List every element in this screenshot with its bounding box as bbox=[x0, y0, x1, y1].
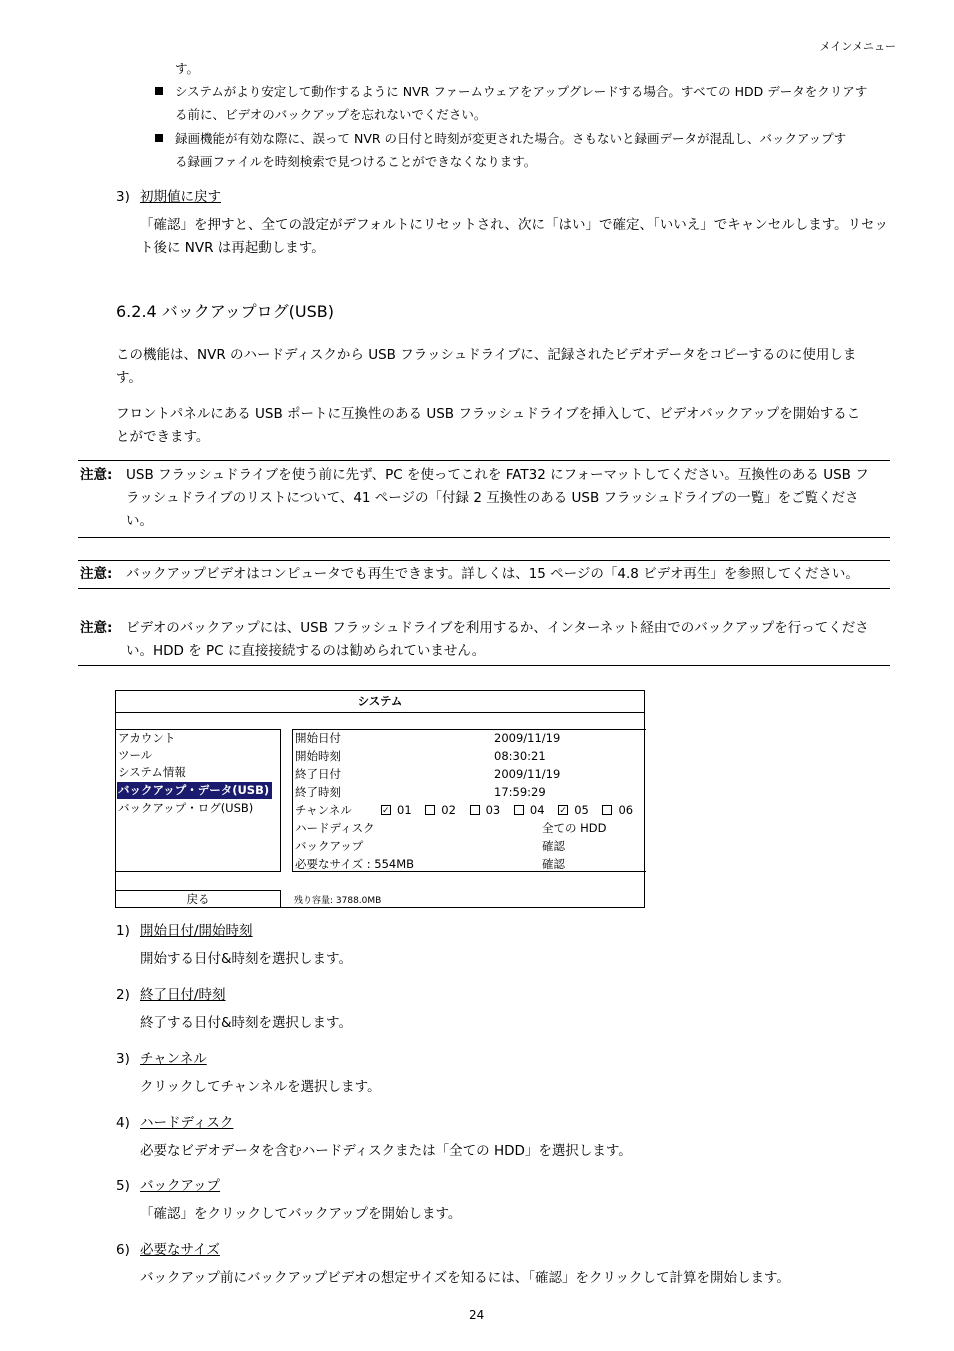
paragraph-line: フロントパネルにある USB ポートに互換性のある USB フラッシュドライブを挿入して、ビデオバックアップを開始するこ bbox=[116, 406, 861, 422]
item-number: 3) bbox=[116, 189, 130, 205]
item-title: 初期値に戻す bbox=[140, 189, 221, 205]
note bbox=[80, 617, 892, 663]
reset-item bbox=[116, 186, 896, 266]
menu-item-system-info[interactable]: システム情報 bbox=[118, 765, 186, 779]
item-number: 4) bbox=[116, 1115, 130, 1131]
running-header: メインメニュー bbox=[819, 40, 896, 53]
start-date-field[interactable]: 2009/11/19 bbox=[494, 731, 561, 745]
item-body: 開始する日付&時刻を選択します。 bbox=[140, 951, 352, 967]
checkbox-checked-icon bbox=[558, 805, 568, 815]
list-item bbox=[116, 1175, 876, 1227]
item-body: クリックしてチャンネルを選択します。 bbox=[140, 1079, 381, 1095]
end-time-label: 終了時刻 bbox=[295, 785, 341, 799]
carry-line: す。 bbox=[175, 61, 200, 76]
list-item bbox=[116, 1048, 876, 1100]
list-item bbox=[116, 984, 876, 1036]
square-bullet-icon bbox=[155, 87, 163, 95]
checkbox-checked-icon bbox=[381, 805, 391, 815]
item-title: 終了日付/時刻 bbox=[140, 987, 226, 1003]
page-number: 24 bbox=[469, 1308, 485, 1322]
menu-item-backup-log-usb[interactable]: バックアップ・ログ(USB) bbox=[118, 801, 254, 815]
channel-checkboxes bbox=[381, 801, 643, 819]
note-line: ラッシュドライブのリストについて、41 ページの「付録 2 互換性のある USB フラッシュドライブの一覧」をご覧くださ bbox=[126, 490, 859, 506]
backup-settings-panel bbox=[292, 729, 646, 872]
item-body: 「確認」をクリックしてバックアップを開始します。 bbox=[140, 1206, 462, 1222]
item-number: 6) bbox=[116, 1242, 130, 1258]
channel-05[interactable] bbox=[558, 801, 589, 819]
item-title: 必要なサイズ bbox=[140, 1242, 220, 1258]
system-dialog bbox=[115, 690, 645, 908]
square-bullet-icon bbox=[155, 134, 163, 142]
bullet-line: る録画ファイルを時刻検索で見つけることができなくなります。 bbox=[175, 154, 537, 169]
item-number: 3) bbox=[116, 1051, 130, 1067]
dialog-divider bbox=[116, 712, 644, 713]
item-body: バックアップ前にバックアップビデオの想定サイズを知るには、「確認」をクリックして計算を開始します。 bbox=[140, 1270, 790, 1286]
note-line: バックアップビデオはコンピュータでも再生できます。詳しくは、15 ページの「4.8 ビデオ再生」を参照してください。 bbox=[126, 566, 859, 582]
channel-01[interactable] bbox=[381, 801, 412, 819]
item-body: 必要なビデオデータを含むハードディスクまたは「全ての HDD」を選択します。 bbox=[140, 1143, 632, 1159]
channel-label-text: 03 bbox=[485, 803, 501, 817]
bullet-line: システムがより安定して動作するように NVR ファームウェアをアップグレードする場合。すべての HDD データをクリアす bbox=[175, 84, 868, 99]
note-label: 注意: bbox=[80, 566, 113, 582]
divider bbox=[78, 537, 890, 538]
list-item bbox=[116, 920, 876, 972]
bullet-line: 録画機能が有効な際に、誤って NVR の日付と時刻が変更された場合。さもないと録画データが混乱し、バックアップす bbox=[175, 131, 847, 146]
start-time-field[interactable]: 08:30:21 bbox=[494, 749, 546, 763]
item-body-line: 「確認」を押すと、全ての設定がデフォルトにリセットされ、次に「はい」で確定、「いいえ」でキャンセルします。リセッ bbox=[140, 217, 889, 233]
note-label: 注意: bbox=[80, 467, 113, 483]
checkbox-empty-icon bbox=[602, 805, 612, 815]
hdd-select[interactable]: 全ての HDD bbox=[542, 821, 607, 835]
note-line: USB フラッシュドライブを使う前に先ず、PC を使ってこれを FAT32 にフォーマットしてください。互換性のある USB フ bbox=[126, 467, 869, 483]
menu-item-backup-data-usb[interactable]: バックアップ・データ(USB) bbox=[117, 782, 272, 799]
item-title: 開始日付/開始時刻 bbox=[140, 923, 253, 939]
channel-04[interactable] bbox=[514, 801, 545, 819]
item-number: 1) bbox=[116, 923, 130, 939]
checkbox-empty-icon bbox=[425, 805, 435, 815]
section-heading: 6.2.4 バックアップログ(USB) bbox=[116, 302, 335, 321]
paragraph-line: とができます。 bbox=[116, 429, 210, 445]
item-title: ハードディスク bbox=[140, 1115, 234, 1131]
end-time-field[interactable]: 17:59:29 bbox=[494, 785, 546, 799]
start-date-label: 開始日付 bbox=[295, 731, 341, 745]
item-title: チャンネル bbox=[140, 1051, 207, 1067]
menu-panel bbox=[116, 729, 281, 872]
divider bbox=[78, 460, 890, 461]
channel-label-text: 01 bbox=[397, 803, 412, 817]
menu-item-account[interactable]: アカウント bbox=[118, 731, 176, 745]
list-item bbox=[116, 1239, 876, 1291]
paragraph-line: す。 bbox=[116, 370, 142, 386]
bullet-item bbox=[155, 80, 895, 126]
list-item bbox=[116, 1112, 876, 1164]
item-number: 5) bbox=[116, 1178, 130, 1194]
channel-label-text: 04 bbox=[529, 803, 545, 817]
paragraph-line: この機能は、NVR のハードディスクから USB フラッシュドライブに、記録されたビデオデータをコピーするのに使用しま bbox=[116, 347, 857, 363]
backup-label: バックアップ bbox=[295, 839, 364, 853]
note-line: い。HDD を PC に直接接続するのは勧められていません。 bbox=[126, 643, 486, 659]
remaining-capacity: 残り容量: 3788.0MB bbox=[294, 896, 382, 906]
dialog-title: システム bbox=[357, 694, 403, 708]
divider bbox=[78, 665, 890, 666]
channel-06[interactable] bbox=[602, 801, 633, 819]
note bbox=[80, 563, 892, 586]
start-time-label: 開始時刻 bbox=[295, 749, 341, 763]
channel-label-text: 06 bbox=[618, 803, 634, 817]
note-line: い。 bbox=[126, 513, 153, 529]
back-button[interactable]: 戻る bbox=[116, 890, 281, 908]
item-body: 終了する日付&時刻を選択します。 bbox=[140, 1015, 352, 1031]
backup-confirm-button[interactable]: 確認 bbox=[542, 839, 565, 853]
divider bbox=[78, 588, 890, 589]
checkbox-empty-icon bbox=[514, 805, 524, 815]
divider bbox=[78, 560, 890, 561]
required-size-label: 必要なサイズ : 554MB bbox=[295, 857, 415, 871]
note-line: ビデオのバックアップには、USB フラッシュドライブを利用するか、インターネット経由でのバックアップを行ってくださ bbox=[126, 620, 869, 636]
bullet-item bbox=[155, 127, 895, 173]
channel-02[interactable] bbox=[425, 801, 456, 819]
note bbox=[80, 464, 892, 534]
item-body-line: ト後に NVR は再起動します。 bbox=[140, 240, 325, 256]
note-label: 注意: bbox=[80, 620, 113, 636]
bullet-line: る前に、ビデオのバックアップを忘れないでください。 bbox=[175, 107, 487, 122]
channel-label-text: 05 bbox=[574, 803, 589, 817]
size-confirm-button[interactable]: 確認 bbox=[542, 857, 565, 871]
end-date-field[interactable]: 2009/11/19 bbox=[494, 767, 561, 781]
item-number: 2) bbox=[116, 987, 130, 1003]
menu-item-tools[interactable]: ツール bbox=[118, 748, 153, 762]
end-date-label: 終了日付 bbox=[295, 767, 341, 781]
channel-label: チャンネル bbox=[295, 803, 352, 817]
channel-label-text: 02 bbox=[441, 803, 456, 817]
channel-03[interactable] bbox=[470, 801, 501, 819]
checkbox-empty-icon bbox=[470, 805, 480, 815]
hdd-label: ハードディスク bbox=[295, 821, 375, 835]
item-title: バックアップ bbox=[140, 1178, 221, 1194]
